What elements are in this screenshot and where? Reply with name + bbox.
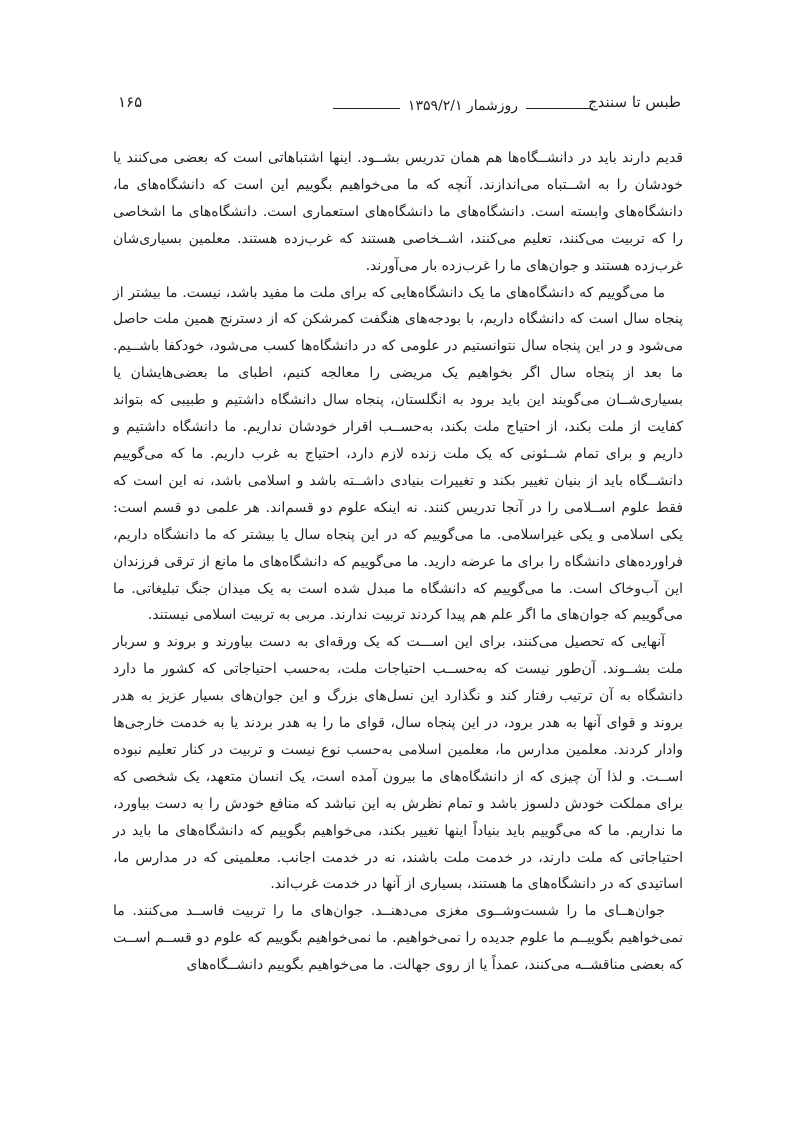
header-rule-left [333, 108, 400, 109]
page-number: ۱۶۵ [118, 93, 143, 111]
paragraph: جوان‌هــای ما را شست‌وشــوی مغزی می‌دهنــد. جوان‌های ما را تربیت فاســد می‌کنند. ما نمی‌خواهیم بگوییــم ما علوم جدیده را نمی‌خواهیم. ما نمی‌خواهیم بگوییم که علوم دو قســم اســت که بعضی مناقشــه می‌کنند، عمداً یا از روی جهالت. ما می‌خواهیم بگوییم دانشــگاه‌های [113, 903, 683, 974]
header-date-group [333, 96, 593, 116]
running-title: طبس تا سنندج [587, 93, 681, 111]
paragraph: آنهایی که تحصیل می‌کنند، برای این اســـت که یک ورقه‌ای به دست بیاورند و بروند و سربار ملت بشــوند. آن‌طور نیست که به‌حســب احتیاجات ملت، به‌حسب احتیاجاتی که کشور ما دارد دانشگاه به آن ترتیب رفتار کند و نگذارد این نسل‌های بزرگ و این جوان‌های بسیار عزیز به هدر بروند و قوای آنها به هدر برود، در این پنجاه سال، قوای ما را به هدر بردند یا به خدمت خارجی‌ها وادار کردند. معلمین مدارس ما، معلمین اسلامی به‌حسب نوع نیست و تربیت در کنار تعلیم نبوده اســت. و لذا آن چیزی که از دانشگاه‌های ما بیرون آمده است، یک انسان متعهد، یک شخصی که برای مملکت خودش دلسوز باشد و تمام نظرش به این نباشد که منافع خودش را به دست بیاورد، ما نداریم. ما که می‌گوییم باید بنیاداً اینها تغییر بکند، می‌خواهیم بگوییم که دانشگاه‌های ما باید در احتیاجاتی که ملت دارند، در خدمت ملت باشند، نه در خدمت اجانب. معلمینی که در مدارس ما، اساتیدی که در دانشگاه‌های ما هستند، بسیاری از آنها در خدمت غرب‌اند. [113, 634, 684, 893]
paragraph: قدیم دارند باید در دانشــگاه‌ها هم همان تدریس بشــود. اینها اشتباهاتی است که بعضی می‌کنند یا خودشان را به اشــتباه می‌اندازند. آنچه که ما می‌خواهیم بگوییم این است که دانشگاه‌های ما، دانشگاه‌های وابسته است. دانشگاه‌های ما دانشگاه‌های استعماری است. دانشگاه‌های ما اشخاصی را که تربیت می‌کنند، تعلیم می‌کنند، اشــخاصی هستند که غرب‌زده هستند. معلمین بسیاری‌شان غرب‌زده هستند و جوان‌های ما را غرب‌زده بار می‌آورند. [113, 150, 683, 274]
page-header [118, 92, 681, 118]
body-text [113, 145, 683, 979]
header-date: روزشمار ۱۳۵۹/۲/۱ [407, 98, 519, 114]
paragraph: ما می‌گوییم که دانشگاه‌های ما یک دانشگاه‌هایی که برای ملت ما مفید باشد، نیست. ما بیشتر از پنجاه سال است که دانشگاه داریم، با بودجه‌های هنگفت کمرشکن که از دسترنج همین ملت حاصل می‌شود و در این پنجاه سال نتوانستیم در علومی که در دانشگاه‌ها کسب می‌شود، خودکفا باشــیم. ما بعد از پنجاه سال اگر بخواهیم یک مریضی را معالجه کنیم، اطبای ما بعضی‌هایشان یا بسیاری‌شــان می‌گویند این باید برود به انگلستان، پنجاه سال دانشگاه داشتیم و طبیبی که بتواند کفایت از ملت بکند، از احتیاج ملت بکند، به‌حســب اقرار خودشان نداریم. ما دانشگاه داشتیم و داریم و برای تمام شــئونی که یک ملت زنده لازم دارد، احتیاج به غرب داریم. ما که می‌گوییم دانشــگاه باید از بنیان تغییر بکند و تغییرات بنیادی داشــته باشد و اسلامی باشد، نه این است که فقط علوم اســلامی را در آنجا تدریس کنند. نه اینکه علوم دو قسم‌اند. هر علمی دو قسم است: یکی اسلامی و یکی غیراسلامی. ما می‌گوییم که در این پنجاه سال یا بیشتر که ما دانشگاه داریم، فراورده‌های دانشگاه را برای ما عرضه دارید. ما می‌گوییم که دانشگاه‌های ما مانع از ترقی فرزندان این آب‌وخاک است. ما می‌گوییم که دانشگاه ما مبدل شده است به یک میدان جنگ تبلیغاتی. ما می‌گوییم که جوان‌های ما اگر علم هم پیدا کردند تربیت ندارند. مربی به تربیت اسلامی نیستند. [113, 284, 683, 624]
header-rule-right [526, 108, 593, 109]
